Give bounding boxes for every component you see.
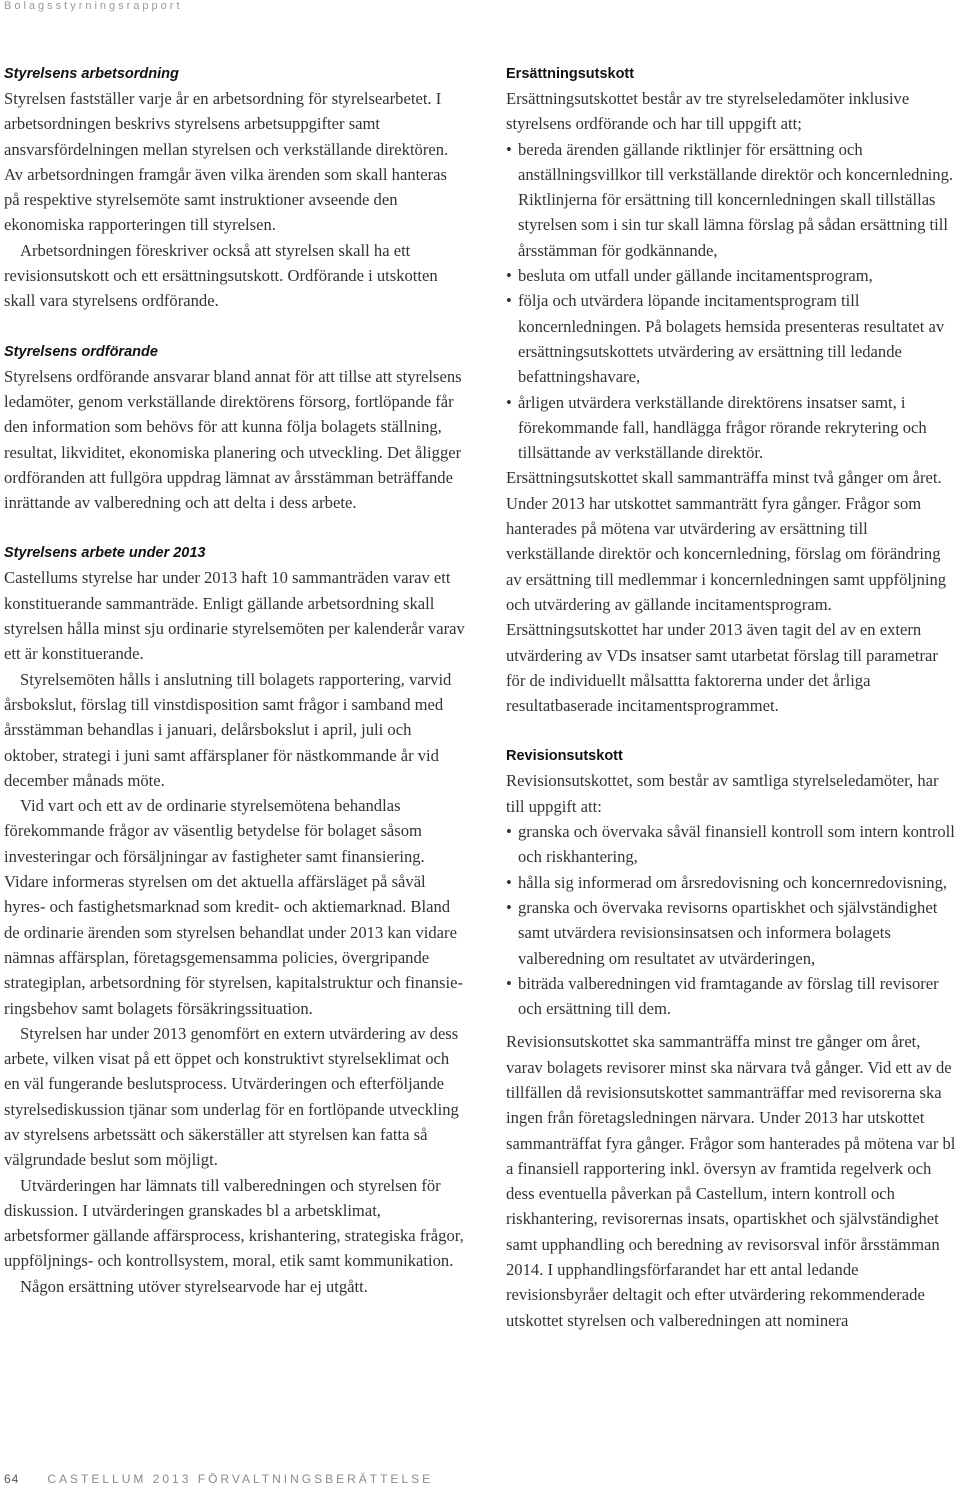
list-item-text: hålla sig informerad om årsredovisning och koncernredovisning, — [518, 872, 948, 892]
page-footer — [4, 1472, 433, 1486]
running-head: Bolagsstyrningsrapport — [4, 0, 183, 12]
paragraph: Styrelsemöten hålls i anslutning till bolagets rapportering, varvid årsbokslut, förslag till vinstdisposition samt frågor i samband med årsstämman behandlas i januari, delårsbokslut i april, juli och oktober, strategi i juni samt affärsplaner för nästkommande år vid december månads möte. — [4, 669, 452, 790]
paragraph: Någon ersättning utöver styrelsearvode har ej utgått. — [20, 1276, 368, 1296]
paragraph: Vid vart och ett av de ordinarie styrelsemötena behandlas förekommande frågor av väsentlig betydelse för bolaget såsom investeringar och försäljningar av fastigheter samt finansiering. Vidare informeras styrelsen om det aktuella affärsläget på såväl hyres- och fastighetsmarknad som kredit- och aktiemarknad. Bland de ordinarie ärenden som styrelsen behandlat under 2013 kan vidare nämnas affärsplan, företagsgemensamma policies, övergripande strategiplan, arbetsordning för styrelsen, kapitalstruktur och finansieringsbehov samt bolagets försäkringssituation. — [4, 796, 463, 1018]
left-column — [4, 62, 466, 1299]
bullet-icon: • — [506, 139, 512, 159]
list-item — [506, 870, 956, 895]
list-item-text: årligen utvärdera verkställande direktörens insatser samt, i förekommande fall, handlägga frågor rörande rekrytering och tillsättande av verkställande direktör. — [518, 392, 927, 463]
list-item — [506, 895, 956, 971]
list-item — [506, 137, 956, 263]
paragraph: Styrelsens ordförande ansvarar bland annat för att tillse att styrelsens ledamöter, genom verkställande direktörens försorg, fortlöpande får den information som behövs för att kunna följa bolagets ställning, resultat, likviditet, ekonomiska planering och utveckling. Det åligger ordföranden att fullgöra uppdrag lämnat av årsstämman beträffande inrättande av valberedning och att delta i dess arbete. — [4, 366, 462, 513]
paragraph: Ersättningsutskottet består av tre styrelseledamöter inklusive styrelsens ordförande och har till uppgift att; — [506, 89, 910, 134]
bullet-list-ersattning — [506, 137, 956, 466]
page-number: 64 — [4, 1472, 20, 1486]
list-item-text: besluta om utfall under gällande incitamentsprogram, — [518, 266, 873, 286]
paragraph: Ersättningsutskottet skall sammanträffa minst två gånger om året. Under 2013 har utskottet sammanträtt fyra gånger. Frågor som hanterades på mötena var utvärdering av ersättning till verkställande direktör och koncernledning, förslag om förändring av ersättning till medlemmar i koncernledningen samt uppföljning och utvärdering av gällande incitamentsprogram. Ersättningsutskottet har under 2013 även tagit del av en extern utvärdering av VDs insatser samt utarbetat förslag till parametrar för de individuellt målsattta faktorerna under det årliga resultatbaserade incitamentsprogrammet. — [506, 468, 947, 716]
paragraph: Castellums styrelse har under 2013 haft 10 sammanträden varav ett konstituerande sammanträde. Enligt gällande arbetsordning skall styrelsen hålla minst sju ordinarie styrelsemöten per kalenderår varav ett är konstituerande. — [4, 568, 465, 664]
list-item-text: granska och övervaka revisorns opartiskhet och självständighet samt utvärdera revisionsinsatsen och informera bolagets valberedning om resultatet av utvärderingen, — [518, 897, 938, 968]
paragraph: Utvärderingen har lämnats till valberedningen och styrelsen för diskussion. I utvärderingen granskades bl a arbetsklimat, arbetsformer gällande affärsprocess, krishantering, strategiska frågor, uppföljnings- och kontrollsystem, moral, etik samt kommunikation. — [4, 1175, 464, 1271]
list-item-text: följa och utvärdera löpande incitamentsprogram till koncernledningen. På bolagets hemsida presenteras resultatet av ersättningsutskottets utvärdering av ersättning till ledande befattningshavare, — [518, 291, 945, 387]
list-item-text: granska och övervaka såväl finansiell kontroll som intern kontroll och riskhantering, — [518, 822, 955, 867]
list-item — [506, 819, 956, 870]
paragraph: Arbetsordningen föreskriver också att styrelsen skall ha ett revisionsutskott och ett ersättningsutskott. Ordförande i utskotten skall vara styrelsens ordförande. — [4, 240, 438, 311]
bullet-icon: • — [506, 291, 512, 311]
bullet-icon: • — [506, 897, 512, 917]
bullet-icon: • — [506, 872, 512, 892]
section-heading-ordforande: Styrelsens ordförande — [4, 343, 158, 360]
section-heading-revisionsutskott: Revisionsutskott — [506, 748, 623, 765]
list-item-text: bereda ärenden gällande riktlinjer för ersättning och anställningsvillkor till verkställande direktör och koncernledning. Riktlinjerna för ersättning till koncernledningen skall tillställas styrelsen som i sin tur skall lämna förslag på sådan ersättning till årsstämman för godkännande, — [518, 139, 954, 260]
paragraph: Styrelsen har under 2013 genomfört en extern utvärdering av dess arbete, vilken visat på ett öppet och konstruktivt styrelseklimat och en väl fungerande beslutsprocess. Utvärderingen och efterföljande styrelsediskussion tjänar som underlag för en fortlöpande utveckling av styrelsens arbetssätt och säkerställer att styrelsen kan fatta så välgrundade beslut som möjligt. — [4, 1023, 459, 1170]
bullet-icon: • — [506, 392, 512, 412]
list-item-text: biträda valberedningen vid framtagande av förslag till revisorer och ersättning till dem. — [518, 973, 939, 1019]
bullet-icon: • — [506, 973, 512, 993]
list-item — [506, 971, 956, 1022]
paragraph: Revisionsutskottet, som består av samtliga styrelseledamöter, har till uppgift att: — [506, 771, 939, 816]
list-item — [506, 263, 956, 288]
bullet-icon: • — [506, 822, 512, 842]
section-heading-arbetsordning: Styrelsens arbetsordning — [4, 66, 179, 82]
publication-title: CASTELLUM 2013 FÖRVALTNINGSBERÄTTELSE — [47, 1472, 434, 1486]
section-heading-arbete-2013: Styrelsens arbete under 2013 — [4, 545, 206, 562]
paragraph: Styrelsen fastställer varje år en arbetsordning för styrelsearbetet. I arbetsordningen beskrivs styrelsens arbetsuppgifter samt ansvarsfördelningen mellan styrelsen och verkställande direktören. Av arbetsordningen framgår även vilka ärenden som skall hanteras på respektive styrelsemöte samt instruktioner avseende den ekonomiska rapporteringen till styrelsen. — [4, 89, 449, 235]
section-heading-ersattningsutskott: Ersättningsutskott — [506, 66, 635, 82]
right-column — [506, 62, 956, 1333]
bullet-list-revision — [506, 819, 956, 1021]
list-item — [506, 390, 956, 466]
paragraph: Revisionsutskottet ska sammanträffa minst tre gånger om året, varav bolagets revisorer minst ska närvara två gånger. Vid ett av de tillfällen då revisionsutskottet sammanträffar med revisorerna ska ingen från företagsledningen närvara. Under 2013 har utskottet sammanträffat fyra gånger. Frågor som hanterades på mötena var bl a finansiell rapportering inkl. översyn av framtida regelverk och dess eventuella påverkan på Castellum, intern kontroll och riskhantering, revisorernas insats, opartiskhet och självständighet samt upphandling och beredning av revisorsval inför årsstämman 2014. I upphandlingsförfarandet har ett antal ledande revisionsbyråer deltagit och efter utvärdering rekommenderade utskottet styrelsen och valberedningen att nominera — [506, 1032, 956, 1330]
bullet-icon: • — [506, 266, 512, 286]
list-item — [506, 288, 956, 389]
